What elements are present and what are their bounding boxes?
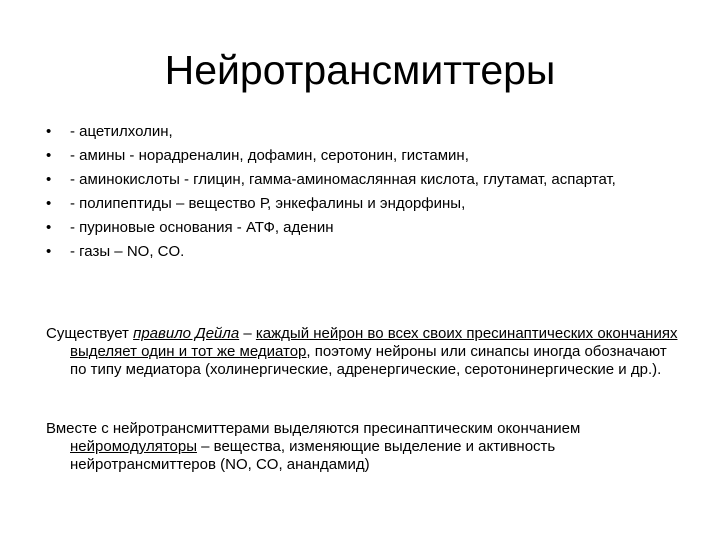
bullet-list	[46, 123, 686, 267]
term-neuromodulators: нейромодуляторы	[70, 438, 197, 455]
dale-rule-paragraph	[46, 325, 686, 379]
paragraph-text: – вещества, изменяющие выделение и активность нейротрансмиттеров (NO, CO, анандамид)	[70, 438, 556, 473]
list-item	[46, 243, 686, 261]
paragraph-text: Вместе с нейротрансмиттерами выделяются пресинаптическим окончанием	[46, 420, 581, 437]
bullet-text: - ацетилхолин,	[70, 123, 173, 140]
bullet-icon: •	[46, 219, 52, 236]
list-item	[46, 147, 686, 165]
bullet-icon: •	[46, 195, 52, 212]
paragraph-text: Существует	[46, 325, 134, 342]
paragraph-text: –	[239, 325, 256, 342]
rule-text: каждый нейрон во всех своих пресинаптических окончаниях выделяет один и тот же медиатор	[70, 325, 678, 360]
bullet-icon: •	[46, 147, 52, 164]
bullet-text: - полипептиды – вещество Р, энкефалины и эндорфины,	[70, 195, 466, 212]
bullet-icon: •	[46, 123, 52, 140]
bullet-text: - пуриновые основания - АТФ, аденин	[70, 219, 334, 236]
list-item	[46, 219, 686, 237]
paragraph-text: , поэтому нейроны или синапсы иногда обозначают по типу медиатора (холинергические, адренергические, серотонинергические и др.).	[70, 343, 667, 378]
slide-title: Нейротрансмиттеры	[164, 47, 556, 93]
list-item	[46, 123, 686, 141]
list-item	[46, 195, 686, 213]
bullet-text: - газы – NO, CO.	[70, 243, 185, 260]
bullet-icon: •	[46, 243, 52, 260]
bullet-icon: •	[46, 171, 52, 188]
list-item	[46, 171, 686, 189]
bullet-text: - аминокислоты - глицин, гамма-аминомаслянная кислота, глутамат, аспартат,	[70, 171, 616, 188]
bullet-text: - амины - норадреналин, дофамин, серотонин, гистамин,	[70, 147, 469, 164]
neuromodulators-paragraph	[46, 420, 686, 474]
rule-name: правило Дейла	[133, 325, 240, 342]
